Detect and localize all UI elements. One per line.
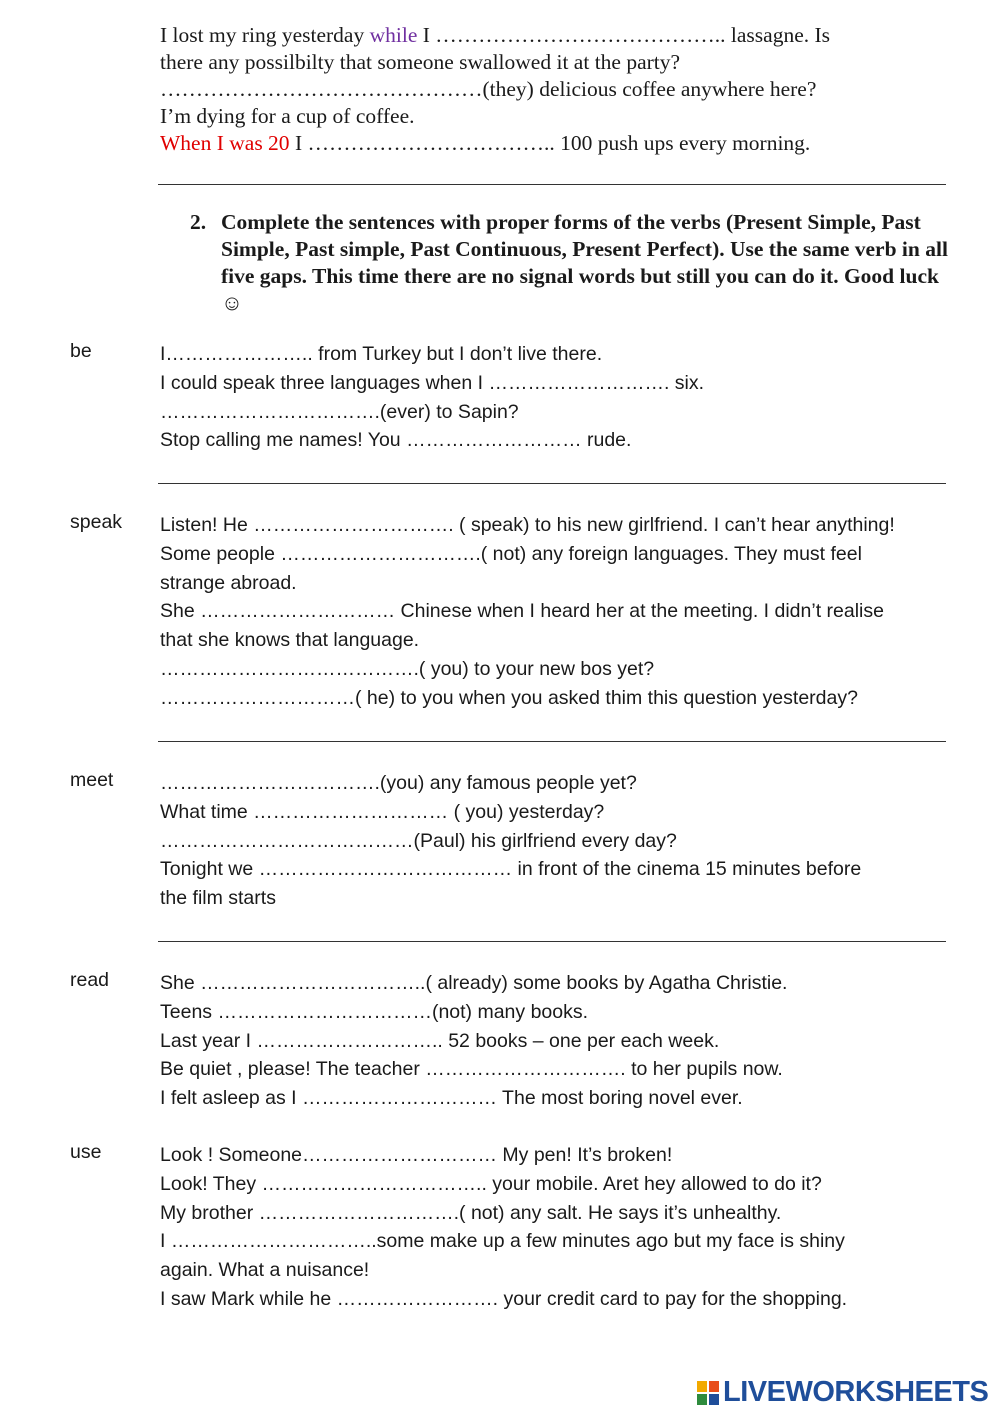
sentence: …………………………….(you) any famous people yet?	[160, 772, 637, 794]
sentence-list	[160, 511, 960, 713]
intro-line-5: When I was 20 I …………………………….. 100 push ups every morning.	[160, 131, 811, 155]
sentence: I …………………………..some make up a few minutes ago but my face is shiny	[160, 1230, 845, 1253]
sentence: Look ! Someone………………………… My pen! It’s broken!	[160, 1144, 673, 1166]
divider	[158, 941, 946, 942]
sentence: Last year I ……………………….. 52 books – one per each week.	[160, 1029, 720, 1052]
sentence: She ………………………… Chinese when I heard her at the meeting. I didn’t realise	[160, 600, 884, 623]
sentence: strange abroad.	[160, 571, 297, 594]
sentence-list	[160, 769, 960, 913]
sentence: Some people ………………………….( not) any foreign languages. They must feel	[160, 542, 862, 565]
liveworksheets-badge-icon	[697, 1381, 719, 1405]
verb-label: be	[70, 340, 92, 362]
divider	[158, 741, 946, 742]
sentence-list	[160, 969, 960, 1113]
sentence: Tonight we ………………………………… in front of the cinema 15 minutes before	[160, 858, 862, 881]
task-number: 2.	[190, 210, 207, 234]
sentence: …………………………( he) to you when you asked thim this question yesterday?	[160, 686, 858, 709]
keyword-while: while	[369, 23, 418, 47]
sentence: …………………………………(Paul) his girlfriend every day?	[160, 829, 677, 852]
sentence: that she knows that language.	[160, 629, 420, 652]
sentence: Listen! He …………………………. ( speak) to his new girlfriend. I can’t hear anything!	[160, 514, 895, 536]
intro-line-4: I’m dying for a cup of coffee.	[160, 104, 415, 128]
sentence: My brother ………………………….( not) any salt. He says it’s unhealthy.	[160, 1201, 782, 1224]
sentence: I felt asleep as I ………………………… The most boring novel ever.	[160, 1087, 743, 1110]
divider	[158, 483, 946, 484]
sentence: Stop calling me names! You ……………………… rude.	[160, 429, 632, 452]
sentence: I………………….. from Turkey but I don’t live there.	[160, 343, 603, 365]
sentence-list	[160, 1141, 960, 1314]
sentence: …………………………….(ever) to Sapin?	[160, 400, 519, 423]
divider	[158, 184, 946, 185]
task-instruction	[190, 209, 950, 317]
keyword-when-i-was-20: When I was 20	[160, 131, 290, 155]
liveworksheets-logo-text: LIVEWORKSHEETS	[723, 1376, 989, 1408]
sentence: What time ………………………… ( you) yesterday?	[160, 800, 605, 823]
sentence: She ……………………………..( already) some books by Agatha Christie.	[160, 972, 788, 994]
sentence: ………………………………….( you) to your new bos yet?	[160, 657, 655, 680]
sentence: Teens ……………………………(not) many books.	[160, 1000, 589, 1023]
verb-label: speak	[70, 511, 123, 533]
intro-line-1: I lost my ring yesterday while I ………………………………….. lassagne. Is	[160, 23, 831, 47]
intro-block	[160, 22, 960, 157]
intro-line-3: ………………………………………(they) delicious coffee anywhere here?	[160, 77, 817, 101]
sentence: Be quiet , please! The teacher …………………………. to her pupils now.	[160, 1058, 783, 1081]
intro-line-2: there any possilbilty that someone swallowed it at the party?	[160, 50, 681, 74]
verb-label: read	[70, 969, 110, 991]
verb-label: meet	[70, 769, 114, 791]
task-text: Complete the sentences with proper forms of the verbs (Present Simple, Past Simple, Past simple, Past Continuous, Present Perfect). Use the same verb in all five gaps. This time there are no signal words but still you can do it. Good luck ☺	[221, 210, 948, 315]
sentence: Look! They …………………………….. your mobile. Aret hey allowed to do it?	[160, 1172, 822, 1195]
sentence: the film starts	[160, 887, 276, 910]
verb-label: use	[70, 1141, 102, 1163]
sentence: I saw Mark while he ……………………. your credit card to pay for the shopping.	[160, 1287, 848, 1310]
sentence-list	[160, 340, 960, 455]
sentence: I could speak three languages when I ………………………. six.	[160, 371, 705, 394]
sentence: again. What a nuisance!	[160, 1259, 370, 1282]
liveworksheets-logo[interactable]	[697, 1376, 997, 1410]
